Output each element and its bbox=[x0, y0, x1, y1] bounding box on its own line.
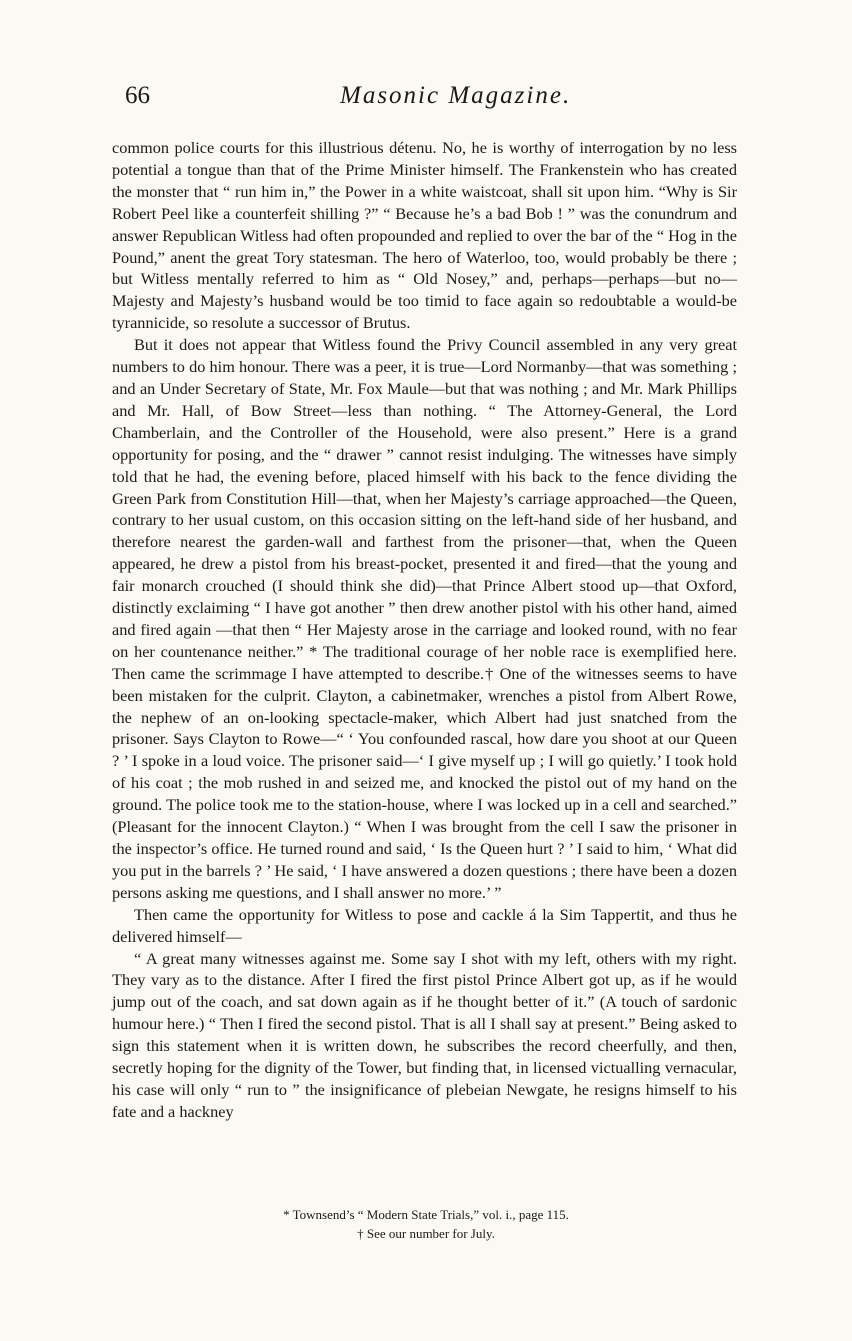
page-header bbox=[125, 82, 725, 122]
article-body bbox=[112, 137, 737, 1123]
footnotes bbox=[0, 1205, 852, 1243]
paragraph-1: common police courts for this illustrious détenu. No, he is worthy of interrogation by no less potential a tongue than that of the Prime Minister himself. The Frankenstein who has created the monster that “ run him in,” the Power in a white waistcoat, shall sit upon him. “Why is Sir Robert Peel like a counterfeit shilling ?” “ Because he’s a bad Bob ! ” was the conundrum and answer Republican Witless had often propounded and replied to over the bar of the “ Hog in the Pound,” anent the great Tory statesman. The hero of Waterloo, too, would probably be there ; but Witless mentally referred to him as “ Old Nosey,” and, perhaps—perhaps—but no—Majesty and Majesty’s husband would be too timid to face again so redoubtable a would-be tyrannicide, so resolute a successor of Brutus. bbox=[112, 138, 737, 333]
paragraph-3: Then came the opportunity for Witless to pose and cackle á la Sim Tappertit, and thus he delivered himself— bbox=[112, 904, 737, 946]
running-title: Masonic Magazine. bbox=[340, 82, 572, 109]
paragraph-2: But it does not appear that Witless found the Privy Council assembled in any very great numbers to do him honour. There was a peer, it is true—Lord Normanby—that was something ; and an Under Secretary of State, Mr. Fox Maule—but that was nothing ; and Mr. Mark Phillips and Mr. Hall, of Bow Street—less than nothing. “ The Attorney-General, the Lord Chamberlain, and the Controller of the Household, were also present.” Here is a grand opportunity for posing, and the “ drawer ” cannot resist indulging. The witnesses have simply told that he had, the evening before, placed himself with his back to the fence dividing the Green Park from Constitution Hill—that, when her Majesty’s carriage approached—the Queen, contrary to her usual custom, on this occasion sitting on the left-hand side of her husband, and therefore nearest the garden-wall and farthest from the prisoner—that, when the Queen appeared, he drew a pistol from his breast-pocket, presented it and fired—that the young and fair monarch crouched (I should think she did)—that Prince Albert stood up—that Oxford, distinctly exclaiming “ I have got another ” then drew another pistol with his other hand, aimed and fired again —that then “ Her Majesty arose in the carriage and looked round, with no fear on her countenance neither.” * The traditional courage of her noble race is exemplified here. Then came the scrimmage I have attempted to describe.† One of the witnesses seems to have been mistaken for the culprit. Clayton, a cabinetmaker, wrenches a pistol from Albert Rowe, the nephew of an on-looking spectacle-maker, which Albert had just snatched from the prisoner. Says Clayton to Rowe—“ ‘ You confounded rascal, how dare you shoot at our Queen ? ’ I spoke in a loud voice. The prisoner said—‘ I give myself up ; I will go quietly.’ I took hold of his coat ; the mob rushed in and seized me, and knocked the pistol out of my hand on the ground. The police took me to the station-house, where I was locked up in a cell and searched.” (Pleasant for the innocent Clayton.) “ When I was brought from the cell I saw the prisoner in the inspector’s office. He turned round and said, ‘ Is the Queen hurt ? ’ I said to him, ‘ What did you put in the barrels ? ’ He said, ‘ I have answered a dozen questions ; there have been a dozen persons asking me questions, and I shall answer no more.’ ” bbox=[112, 335, 737, 902]
footnote-2: † See our number for July. bbox=[357, 1226, 495, 1241]
footnote-1: * Townsend’s “ Modern State Trials,” vol. i., page 115. bbox=[283, 1207, 569, 1222]
page-number: 66 bbox=[125, 82, 150, 109]
paragraph-4: “ A great many witnesses against me. Some say I shot with my left, others with my right. They vary as to the distance. After I fired the first pistol Prince Albert got up, as if he would jump out of the coach, and sat down again as if he thought better of it.” (A touch of sardonic humour here.) “ Then I fired the second pistol. That is all I shall say at present.” Being asked to sign this statement when it is written down, he subscribes the record cheerfully, and then, secretly hoping for the dignity of the Tower, but finding that, in licensed victualling vernacular, his case will only “ run to ” the insignificance of plebeian Newgate, he resigns himself to his fate and a hackney bbox=[112, 948, 737, 1121]
